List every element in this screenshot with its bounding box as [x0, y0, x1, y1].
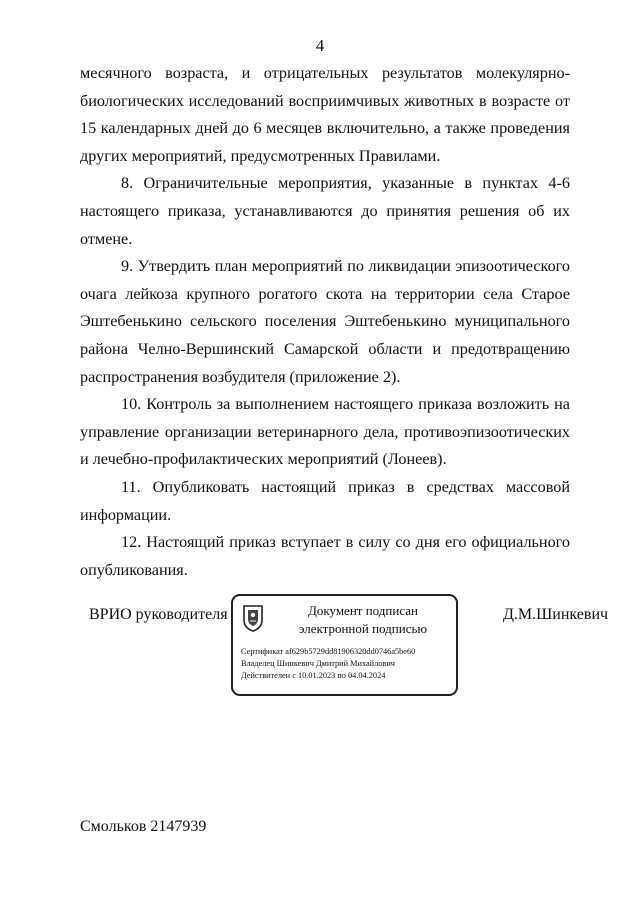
page-number: 4: [315, 36, 325, 55]
paragraph-item-8: 8. Ограничительные мероприятия, указанные в пунктах 4-6 настоящего приказа, устанавливаются до принятия решения об их отмене.: [80, 174, 570, 248]
signature-block: [0, 603, 640, 716]
paragraph-item-12: 12. Настоящий приказ вступает в силу со дня его официального опубликования.: [80, 533, 570, 579]
signer-role: ВРИО руководителя: [89, 606, 228, 623]
document-body: [80, 60, 570, 584]
stamp-details: [241, 646, 456, 682]
signer-name: Д.М.Шинкевич: [503, 606, 609, 623]
electronic-signature-stamp: [231, 594, 458, 696]
stamp-title-line2: электронной подписью: [298, 621, 428, 636]
paragraph-item-10: 10. Контроль за выполнением настоящего приказа возложить на управление организации ветеринарного дела, противоэпизоотических и лечебно-профилактических мероприятий (Лонеев).: [80, 395, 570, 469]
paragraph-continuation: месячного возраста, и отрицательных результатов молекулярно-биологических исследований восприимчивых животных в возрасте от 15 календарных дней до 6 месяцев включительно, а также проведения других мероприятий, предусмотренных Правилами.: [80, 64, 570, 165]
stamp-validity: Действителен с 10.01.2023 по 04.04.2024: [241, 671, 386, 680]
stamp-certificate: Сертификат af629b5729dd81906320dd0746a5be60: [241, 647, 416, 656]
stamp-owner: Владелец Шинкевич Дмитрий Михайлович: [241, 659, 395, 668]
stamp-title: [273, 602, 453, 638]
stamp-title-line1: Документ подписан: [308, 603, 418, 618]
executor-note: Смольков 2147939: [80, 818, 207, 835]
coat-of-arms-icon: [242, 604, 264, 632]
paragraph-item-11: 11. Опубликовать настоящий приказ в средствах массовой информации.: [80, 477, 570, 524]
paragraph-item-9: 9. Утвердить план мероприятий по ликвидации эпизоотического очага лейкоза крупного рогатого скота на территории села Старое Эштебенькино сельского поселения Эштебенькино муниципального района Челно-Вершинский Самарской области и предотвращению распространения возбудителя (приложение 2).: [80, 257, 570, 386]
